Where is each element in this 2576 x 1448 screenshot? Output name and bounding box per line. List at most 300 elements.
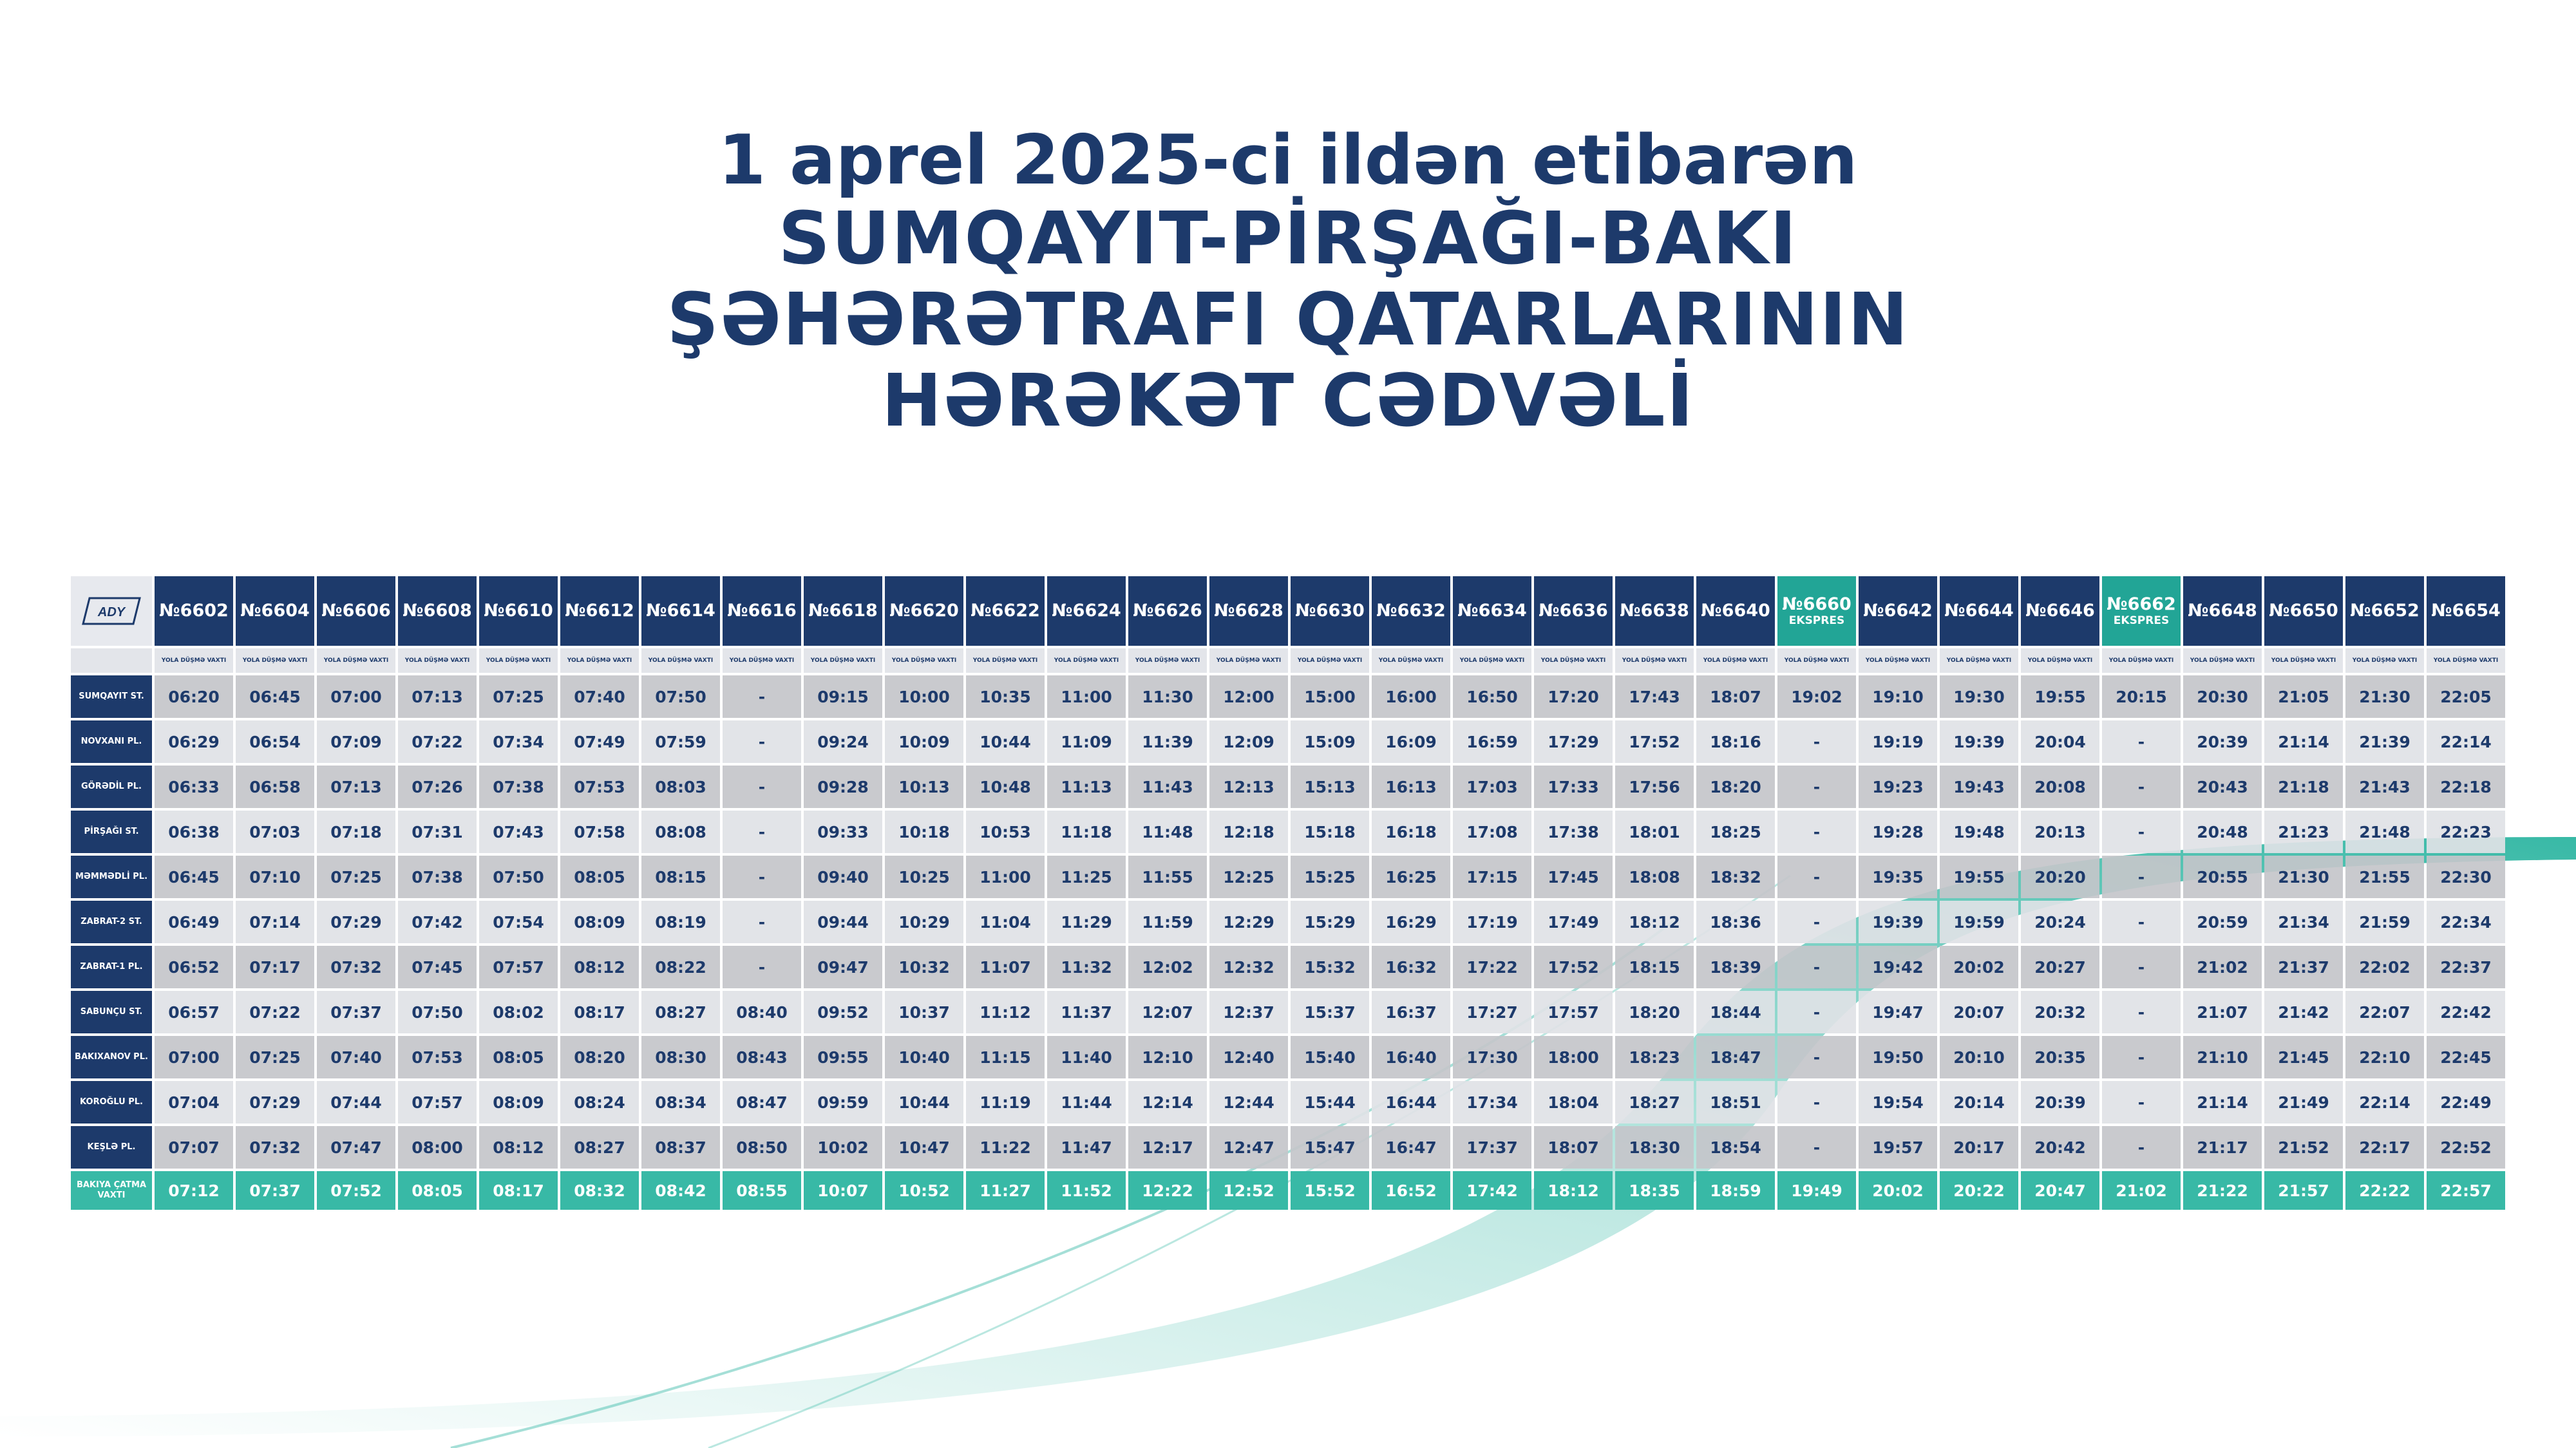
time-cell: 20:17 [1940,1126,2018,1169]
time-cell: 07:42 [398,901,477,943]
time-cell: 07:32 [236,1126,314,1169]
arrival-time-cell: 08:05 [398,1171,477,1210]
time-cell: 21:18 [2264,766,2343,808]
time-cell: 22:23 [2427,811,2505,853]
train-number: №6654 [2431,601,2501,621]
sub-header-blank [71,648,152,673]
time-cell: 07:58 [560,811,639,853]
time-cell: 19:28 [1859,811,1937,853]
time-cell: 12:17 [1128,1126,1207,1169]
time-cell: 11:18 [1047,811,1126,853]
time-cell: 09:33 [804,811,882,853]
time-cell: 07:43 [479,811,558,853]
time-cell: 12:13 [1209,766,1288,808]
express-label: EKSPRES [2113,614,2170,627]
arrival-time-cell: 12:22 [1128,1171,1207,1210]
time-cell: 10:29 [885,901,963,943]
departure-time-label: YOLA DÜŞMƏ VAXTI [2427,648,2505,673]
time-cell: 20:15 [2102,675,2181,718]
time-cell: 18:51 [1696,1081,1775,1124]
time-cell: 07:50 [398,991,477,1033]
time-cell: 10:35 [966,675,1045,718]
time-cell: 18:07 [1696,675,1775,718]
time-cell: 12:09 [1209,720,1288,763]
time-cell: 20:30 [2183,675,2262,718]
time-cell: 07:25 [317,856,395,898]
station-name: BAKIXANOV PL. [71,1036,152,1078]
time-cell: 08:40 [723,991,801,1033]
time-cell: 10:02 [804,1126,882,1169]
time-cell: - [723,901,801,943]
time-cell: 17:43 [1615,675,1694,718]
time-cell: 21:07 [2183,991,2262,1033]
time-cell: 22:14 [2345,1081,2424,1124]
time-cell: 21:39 [2345,720,2424,763]
time-cell: 08:43 [723,1036,801,1078]
time-cell: 07:38 [479,766,558,808]
train-number: №6620 [889,601,959,621]
title-schedule: HƏRƏKƏT CƏDVƏLİ [881,359,1695,443]
time-cell: 19:42 [1859,946,1937,988]
time-cell: 16:18 [1372,811,1450,853]
arrival-time-cell: 21:02 [2102,1171,2181,1210]
time-cell: - [2102,1036,2181,1078]
time-cell: 11:07 [966,946,1045,988]
time-cell: 06:38 [155,811,233,853]
time-cell: 21:37 [2264,946,2343,988]
time-cell: 10:40 [885,1036,963,1078]
time-cell: 07:25 [236,1036,314,1078]
time-cell: 19:50 [1859,1036,1937,1078]
time-cell: 08:15 [641,856,720,898]
time-cell: 07:00 [155,1036,233,1078]
time-cell: 11:44 [1047,1081,1126,1124]
train-number-header [1940,576,2018,646]
time-cell: - [1777,811,1856,853]
departure-time-label: YOLA DÜŞMƏ VAXTI [723,648,801,673]
train-number: №6628 [1214,601,1283,621]
time-cell: 09:40 [804,856,882,898]
time-cell: 19:30 [1940,675,2018,718]
time-cell: 08:34 [641,1081,720,1124]
time-cell: 11:55 [1128,856,1207,898]
time-cell: 08:09 [560,901,639,943]
time-cell: 22:30 [2427,856,2505,898]
time-cell: 07:40 [317,1036,395,1078]
train-number: №6616 [727,601,797,621]
time-cell: 11:25 [1047,856,1126,898]
time-cell: 22:10 [2345,1036,2424,1078]
title-route: SUMQAYIT-PİRŞAĞI-BAKI [778,197,1798,281]
time-cell: 19:54 [1859,1081,1937,1124]
time-cell: 21:02 [2183,946,2262,988]
time-cell: 06:49 [155,901,233,943]
train-number: №6614 [646,601,715,621]
time-cell: - [1777,991,1856,1033]
time-cell: 17:20 [1534,675,1613,718]
time-cell: 17:45 [1534,856,1613,898]
time-cell: 17:29 [1534,720,1613,763]
departure-time-label: YOLA DÜŞMƏ VAXTI [1047,648,1126,673]
time-cell: 07:38 [398,856,477,898]
arrival-time-cell: 07:37 [236,1171,314,1210]
station-name: SUMQAYIT ST. [71,675,152,718]
time-cell: 11:48 [1128,811,1207,853]
time-cell: 19:39 [1859,901,1937,943]
train-number-header [1534,576,1613,646]
time-cell: 20:48 [2183,811,2262,853]
time-cell: 16:13 [1372,766,1450,808]
train-number-header [1372,576,1450,646]
arrival-time-cell: 19:49 [1777,1171,1856,1210]
departure-time-label: YOLA DÜŞMƏ VAXTI [2102,648,2181,673]
time-cell: 16:09 [1372,720,1450,763]
time-cell: 11:04 [966,901,1045,943]
time-cell: 15:29 [1291,901,1369,943]
train-number: №6608 [402,601,472,621]
time-cell: 17:27 [1453,991,1531,1033]
time-cell: 17:52 [1534,946,1613,988]
time-cell: 18:15 [1615,946,1694,988]
time-cell: 08:30 [641,1036,720,1078]
time-cell: 10:25 [885,856,963,898]
time-cell: 21:42 [2264,991,2343,1033]
train-number: №6632 [1376,601,1446,621]
time-cell: 11:30 [1128,675,1207,718]
time-cell: 21:34 [2264,901,2343,943]
time-cell: 10:18 [885,811,963,853]
time-cell: 15:37 [1291,991,1369,1033]
time-cell: 18:08 [1615,856,1694,898]
time-cell: 22:02 [2345,946,2424,988]
time-cell: 20:20 [2021,856,2099,898]
time-cell: 07:14 [236,901,314,943]
time-cell: 08:20 [560,1036,639,1078]
train-number-header [479,576,558,646]
time-cell: 17:33 [1534,766,1613,808]
time-cell: 12:02 [1128,946,1207,988]
time-cell: 07:59 [641,720,720,763]
arrival-time-cell: 15:52 [1291,1171,1369,1210]
train-number-header [966,576,1045,646]
time-cell: - [1777,946,1856,988]
time-cell: 19:43 [1940,766,2018,808]
arrival-time-cell: 08:17 [479,1171,558,1210]
time-cell: 06:57 [155,991,233,1033]
time-cell: 12:44 [1209,1081,1288,1124]
station-name: MƏMMƏDLİ PL. [71,856,152,898]
arrival-time-cell: 17:42 [1453,1171,1531,1210]
time-cell: 16:40 [1372,1036,1450,1078]
time-cell: 22:52 [2427,1126,2505,1169]
time-cell: 07:17 [236,946,314,988]
train-number: №6604 [240,601,310,621]
time-cell: 06:54 [236,720,314,763]
time-cell: 16:29 [1372,901,1450,943]
time-cell: 22:17 [2345,1126,2424,1169]
arrival-time-cell: 18:12 [1534,1171,1613,1210]
time-cell: 12:07 [1128,991,1207,1033]
train-number-header [1209,576,1288,646]
train-number: №6626 [1133,601,1202,621]
time-cell: - [2102,766,2181,808]
train-number-header [560,576,639,646]
time-cell: 07:50 [641,675,720,718]
arrival-time-cell: 11:52 [1047,1171,1126,1210]
time-cell: 11:22 [966,1126,1045,1169]
time-cell: 21:14 [2183,1081,2262,1124]
time-cell: 11:00 [1047,675,1126,718]
departure-time-label: YOLA DÜŞMƏ VAXTI [398,648,477,673]
time-cell: 18:30 [1615,1126,1694,1169]
time-cell: 10:13 [885,766,963,808]
time-cell: 12:25 [1209,856,1288,898]
time-cell: 18:39 [1696,946,1775,988]
arrival-time-cell: 18:35 [1615,1171,1694,1210]
departure-time-label: YOLA DÜŞMƏ VAXTI [2183,648,2262,673]
time-cell: 21:05 [2264,675,2343,718]
time-cell: 17:30 [1453,1036,1531,1078]
time-cell: 09:52 [804,991,882,1033]
time-cell: 07:53 [560,766,639,808]
time-cell: 20:08 [2021,766,2099,808]
departure-time-label: YOLA DÜŞMƏ VAXTI [1128,648,1207,673]
time-cell: 18:54 [1696,1126,1775,1169]
time-cell: 17:22 [1453,946,1531,988]
departure-time-label: YOLA DÜŞMƏ VAXTI [236,648,314,673]
time-cell: - [723,856,801,898]
time-cell: 08:50 [723,1126,801,1169]
time-cell: 11:09 [1047,720,1126,763]
time-cell: 08:00 [398,1126,477,1169]
page-title [0,122,2576,442]
time-cell: 10:09 [885,720,963,763]
arrival-time-cell: 22:22 [2345,1171,2424,1210]
time-cell: 17:19 [1453,901,1531,943]
time-cell: 07:26 [398,766,477,808]
time-cell: 09:47 [804,946,882,988]
time-cell: - [1777,1036,1856,1078]
train-number: №6618 [808,601,878,621]
time-cell: 19:35 [1859,856,1937,898]
time-cell: 15:09 [1291,720,1369,763]
time-cell: 21:17 [2183,1126,2262,1169]
time-cell: 11:19 [966,1081,1045,1124]
departure-time-label: YOLA DÜŞMƏ VAXTI [966,648,1045,673]
time-cell: 07:40 [560,675,639,718]
time-cell: 21:30 [2345,675,2424,718]
time-cell: 07:54 [479,901,558,943]
time-cell: 10:32 [885,946,963,988]
time-cell: 20:24 [2021,901,2099,943]
train-number-header [2021,576,2099,646]
time-cell: 06:33 [155,766,233,808]
time-cell: 22:45 [2427,1036,2505,1078]
time-cell: 21:30 [2264,856,2343,898]
time-cell: 17:56 [1615,766,1694,808]
arrival-time-cell: 20:22 [1940,1171,2018,1210]
time-cell: 18:16 [1696,720,1775,763]
time-cell: 22:42 [2427,991,2505,1033]
time-cell: 08:22 [641,946,720,988]
train-number-header [2345,576,2424,646]
time-cell: 16:32 [1372,946,1450,988]
time-cell: 19:55 [2021,675,2099,718]
train-number-header [2427,576,2505,646]
time-cell: 15:44 [1291,1081,1369,1124]
train-number-header [1291,576,1369,646]
time-cell: 20:02 [1940,946,2018,988]
train-number: №6624 [1052,601,1121,621]
time-cell: 17:49 [1534,901,1613,943]
time-cell: 19:48 [1940,811,2018,853]
time-cell: 07:07 [155,1126,233,1169]
time-cell: 06:20 [155,675,233,718]
train-number: №6644 [1944,601,2014,621]
arrival-time-cell: 22:57 [2427,1171,2505,1210]
train-number: №6622 [971,601,1040,621]
ady-logo-icon [78,590,145,632]
time-cell: 12:40 [1209,1036,1288,1078]
train-number-header [641,576,720,646]
time-cell: 22:18 [2427,766,2505,808]
timetable [71,576,2505,1208]
time-cell: 17:38 [1534,811,1613,853]
time-cell: 07:22 [236,991,314,1033]
time-cell: - [1777,856,1856,898]
time-cell: - [2102,720,2181,763]
arrival-time-cell: 08:32 [560,1171,639,1210]
time-cell: 16:00 [1372,675,1450,718]
departure-time-label: YOLA DÜŞMƏ VAXTI [479,648,558,673]
arrival-time-cell: 07:52 [317,1171,395,1210]
time-cell: 17:03 [1453,766,1531,808]
time-cell: 07:45 [398,946,477,988]
departure-time-label: YOLA DÜŞMƏ VAXTI [317,648,395,673]
time-cell: 09:24 [804,720,882,763]
train-number-header [317,576,395,646]
time-cell: 07:18 [317,811,395,853]
arrival-time-cell: 10:52 [885,1171,963,1210]
time-cell: 22:37 [2427,946,2505,988]
time-cell: 07:13 [317,766,395,808]
train-number: №6610 [484,601,553,621]
departure-time-label: YOLA DÜŞMƏ VAXTI [2264,648,2343,673]
departure-time-label: YOLA DÜŞMƏ VAXTI [2345,648,2424,673]
station-name: SABUNÇU ST. [71,991,152,1033]
train-number-header [2102,576,2181,646]
time-cell: 18:44 [1696,991,1775,1033]
time-cell: 22:34 [2427,901,2505,943]
time-cell: 17:57 [1534,991,1613,1033]
time-cell: 17:52 [1615,720,1694,763]
time-cell: - [723,766,801,808]
departure-time-label: YOLA DÜŞMƏ VAXTI [1453,648,1531,673]
train-number-header [2183,576,2262,646]
train-number: №6652 [2350,601,2420,621]
logo-text: ADY [97,605,126,619]
time-cell: 12:18 [1209,811,1288,853]
time-cell: 07:53 [398,1036,477,1078]
time-cell: 19:19 [1859,720,1937,763]
time-cell: - [2102,1081,2181,1124]
time-cell: 11:12 [966,991,1045,1033]
time-cell: 21:52 [2264,1126,2343,1169]
time-cell: 12:37 [1209,991,1288,1033]
time-cell: 11:29 [1047,901,1126,943]
time-cell: 19:59 [1940,901,2018,943]
time-cell: 18:23 [1615,1036,1694,1078]
arrival-label: BAKIYA ÇATMA VAXTI [71,1171,152,1210]
time-cell: - [1777,1126,1856,1169]
departure-time-label: YOLA DÜŞMƏ VAXTI [1291,648,1369,673]
time-cell: 08:47 [723,1081,801,1124]
time-cell: - [2102,1126,2181,1169]
time-cell: 09:28 [804,766,882,808]
time-cell: 10:37 [885,991,963,1033]
train-number-header [804,576,882,646]
time-cell: 08:27 [560,1126,639,1169]
time-cell: 07:47 [317,1126,395,1169]
time-cell: 20:27 [2021,946,2099,988]
time-cell: - [2102,856,2181,898]
time-cell: 20:43 [2183,766,2262,808]
time-cell: 08:03 [641,766,720,808]
time-cell: 20:07 [1940,991,2018,1033]
time-cell: 08:02 [479,991,558,1033]
time-cell: 11:59 [1128,901,1207,943]
time-cell: 07:04 [155,1081,233,1124]
time-cell: 18:12 [1615,901,1694,943]
time-cell: 18:01 [1615,811,1694,853]
train-number-header [1453,576,1531,646]
time-cell: 11:00 [966,856,1045,898]
train-number: №6648 [2188,601,2257,621]
time-cell: 20:42 [2021,1126,2099,1169]
time-cell: 08:09 [479,1081,558,1124]
time-cell: 10:44 [966,720,1045,763]
arrival-time-cell: 07:12 [155,1171,233,1210]
train-number-header [1128,576,1207,646]
departure-time-label: YOLA DÜŞMƏ VAXTI [1534,648,1613,673]
time-cell: 19:10 [1859,675,1937,718]
time-cell: 07:44 [317,1081,395,1124]
time-cell: 12:00 [1209,675,1288,718]
time-cell: 22:49 [2427,1081,2505,1124]
time-cell: 12:10 [1128,1036,1207,1078]
time-cell: - [2102,991,2181,1033]
time-cell: 11:43 [1128,766,1207,808]
time-cell: 06:45 [236,675,314,718]
departure-time-label: YOLA DÜŞMƏ VAXTI [1615,648,1694,673]
time-cell: 17:37 [1453,1126,1531,1169]
departure-time-label: YOLA DÜŞMƏ VAXTI [804,648,882,673]
time-cell: 06:58 [236,766,314,808]
train-number: №6662 [2107,594,2176,614]
departure-time-label: YOLA DÜŞMƏ VAXTI [1372,648,1450,673]
express-label: EKSPRES [1788,614,1845,627]
time-cell: 08:05 [479,1036,558,1078]
time-cell: 07:00 [317,675,395,718]
station-name: ZABRAT-1 PL. [71,946,152,988]
time-cell: 15:32 [1291,946,1369,988]
train-number-header [155,576,233,646]
time-cell: 21:10 [2183,1036,2262,1078]
departure-time-label: YOLA DÜŞMƏ VAXTI [2021,648,2099,673]
time-cell: 08:17 [560,991,639,1033]
time-cell: - [2102,811,2181,853]
time-cell: 18:04 [1534,1081,1613,1124]
